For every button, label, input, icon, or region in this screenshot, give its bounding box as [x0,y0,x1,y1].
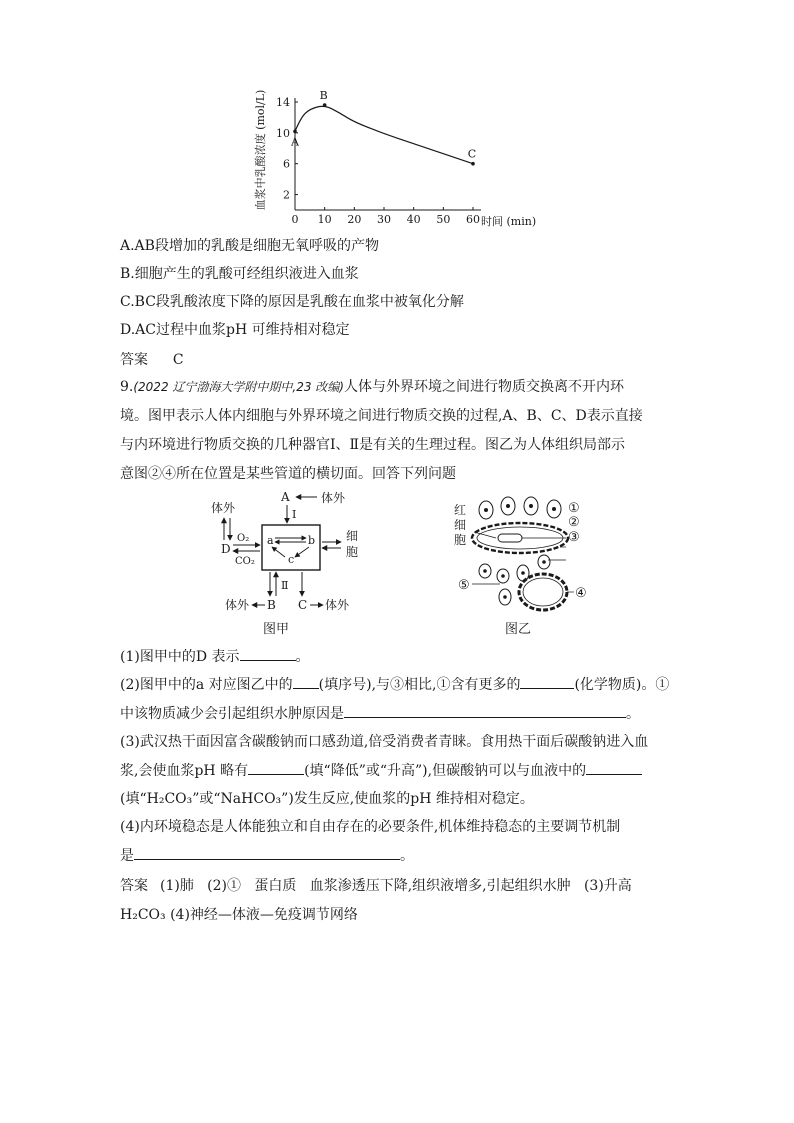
organ-c-label: C [298,598,308,612]
process-ii-label: Ⅱ [281,579,289,592]
figure-jia-caption: 图甲 [263,622,290,637]
tissue-cell [479,501,493,519]
x-tick-label: 40 [406,213,421,226]
process-i-label: Ⅰ [292,508,297,521]
q9-part-4-end: 。 [400,848,414,864]
q8-answer [120,350,184,370]
point-label-c: C [467,147,477,161]
answer-blank[interactable] [134,845,400,860]
y-tick-label: 6 [283,157,290,171]
q9-stem-line-4: 意图②④所在位置是某些管道的横切面。回答下列问题 [120,466,456,482]
component-b-label: b [308,534,316,547]
organ-a-label: A [281,490,290,504]
outside-left-label: 体外 [211,501,236,515]
q9-part-2-end: 。 [626,706,640,722]
x-axis-label: 时间 (min) [481,215,537,228]
component-a-label: a [267,534,274,547]
vessel-4-lumen [523,578,563,606]
q8-option-c: C.BC段乳酸浓度下降的原因是乳酸在血浆中被氧化分解 [120,294,464,310]
q9-number: 9. [120,379,134,395]
arrow-c-to-a [272,547,285,557]
point-a [293,130,297,134]
label-5: ⑤ [458,578,470,593]
point-label-a: A [291,135,299,149]
q9-answer-line-1 [120,876,632,896]
q9-part-3-line-3: (填“H₂CO₃”或“NaHCO₃”)发生反应,使血浆的pH 维持相对稳定。 [120,791,534,807]
organ-d-label: D [221,542,231,556]
point-label-b: B [319,89,328,103]
q8-option-b: B.细胞产生的乳酸可经组织液进入血浆 [120,266,359,282]
q9-source: (2022 辽宁渤海大学附中期中,23 改编) [133,380,344,394]
tissue-cell [501,497,515,515]
x-tick-label: 10 [317,213,332,226]
tissue-cell [479,564,491,578]
q9-stem-line-1 [120,377,624,397]
q9-part-4-line-2 [120,845,414,866]
vessel-4-wall [519,574,567,610]
tissue-cell [524,497,538,515]
x-tick-label: 50 [436,213,451,226]
tissue-cell [499,589,511,605]
co2-label: CO₂ [235,556,255,567]
answer-blank[interactable] [520,674,574,689]
tissue-cell [538,555,550,569]
y-axis-label: 血浆中乳酸浓度 (mol/L) [254,89,267,211]
y-tick-label: 2 [283,188,290,202]
q9-stem-line-3: 与内环境进行物质交换的几种器官Ⅰ、Ⅱ是有关的生理过程。图乙为人体组织局部示 [120,437,626,453]
organ-b-label: B [267,598,276,612]
q9-part-2-line-1 [120,674,669,695]
label-4: ④ [575,586,587,601]
q9-answer-line-2: H₂CO₃ (4)神经—体液—免疫调节网络 [120,907,358,923]
outside-bottom-right-label: 体外 [325,598,350,612]
x-tick-label: 60 [466,213,480,226]
q8-option-a: A.AB段增加的乳酸是细胞无氧呼吸的产物 [120,238,379,254]
q9-part-1-end: 。 [295,649,310,665]
q8-answer-value: C [172,352,184,368]
label-1: ① [568,501,580,516]
x-tick-label: 30 [377,213,391,226]
answer-blank[interactable] [293,674,319,689]
q9-part-2-c: (化学物质)。① [574,677,670,693]
point-c [471,162,475,166]
component-c-label: c [288,553,295,566]
lactate-curve [295,106,473,163]
q8-answer-label: 答案 [120,352,148,368]
figure-yi-caption: 图乙 [505,622,532,637]
q9-part-3-c: (填“降低”或“升高”),但碳酸钠可以与血液中的 [304,763,587,779]
q9-stem-line-2: 境。图甲表示人体内细胞与外界环境之间进行物质交换的过程,A、B、C、D表示直接 [120,408,643,424]
label-3: ③ [568,530,580,545]
outside-bottom-left-label: 体外 [225,598,250,612]
q9-part-2-b: (填序号),与③相比,①含有更多的 [318,677,521,693]
x-tick-label: 20 [347,213,362,226]
o2-label: O₂ [237,533,250,544]
y-tick-label: 14 [276,96,290,109]
answer-blank[interactable] [586,760,642,775]
q9-part-3-line-1: (3)武汉热干面因富含碳酸钠而口感劲道,倍受消费者青睐。食用热干面后碳酸钠进入血 [120,734,649,750]
q9-answer-label: 答案 [120,878,148,894]
label-2: ② [568,515,580,530]
q9-stem-1: 人体与外界环境之间进行物质交换离不开内环 [343,379,624,395]
answer-blank[interactable] [248,760,304,775]
lactate-chart [250,88,550,236]
q9-part-4-b: 是 [120,848,134,864]
q9-part-3-line-2 [120,760,642,781]
q9-part-4-line-1: (4)内环境稳态是人体能独立和自由存在的必要条件,机体维持稳态的主要调节机制 [120,819,621,835]
rbc-label: 红 细 胞 [454,503,467,547]
q9-part-3-b: 浆,会使血浆pH 略有 [120,763,249,779]
x-tick-label: 0 [291,213,299,226]
arrow-b-to-c [295,547,309,557]
tissue-cell [517,565,529,581]
q9-part-1-text: (1)图甲中的D 表示 [120,649,240,665]
q8-option-d: D.AC过程中血浆pH 可维持相对稳定 [120,322,350,338]
cell-label: 细 胞 [346,529,359,559]
q9-part-2-d: 中该物质减少会引起组织水肿原因是 [120,706,344,722]
answer-blank[interactable] [240,646,296,661]
y-tick-label: 10 [276,126,290,140]
point-b [323,103,327,107]
figure-yi [448,494,598,612]
q9-answer-1: (1)肺 (2)① 蛋白质 血浆渗透压下降,组织液增多,引起组织水肿 (3)升高 [160,878,632,894]
figure-jia [205,488,380,616]
q9-part-2-a: (2)图甲中的a 对应图乙中的 [120,677,293,693]
tissue-cell [497,569,509,583]
tissue-cell [547,500,561,518]
answer-blank[interactable] [344,703,626,718]
q9-part-2-line-2 [120,703,640,724]
outside-top-label: 体外 [321,491,346,505]
q9-part-1 [120,646,310,667]
red-blood-cell [498,534,522,542]
